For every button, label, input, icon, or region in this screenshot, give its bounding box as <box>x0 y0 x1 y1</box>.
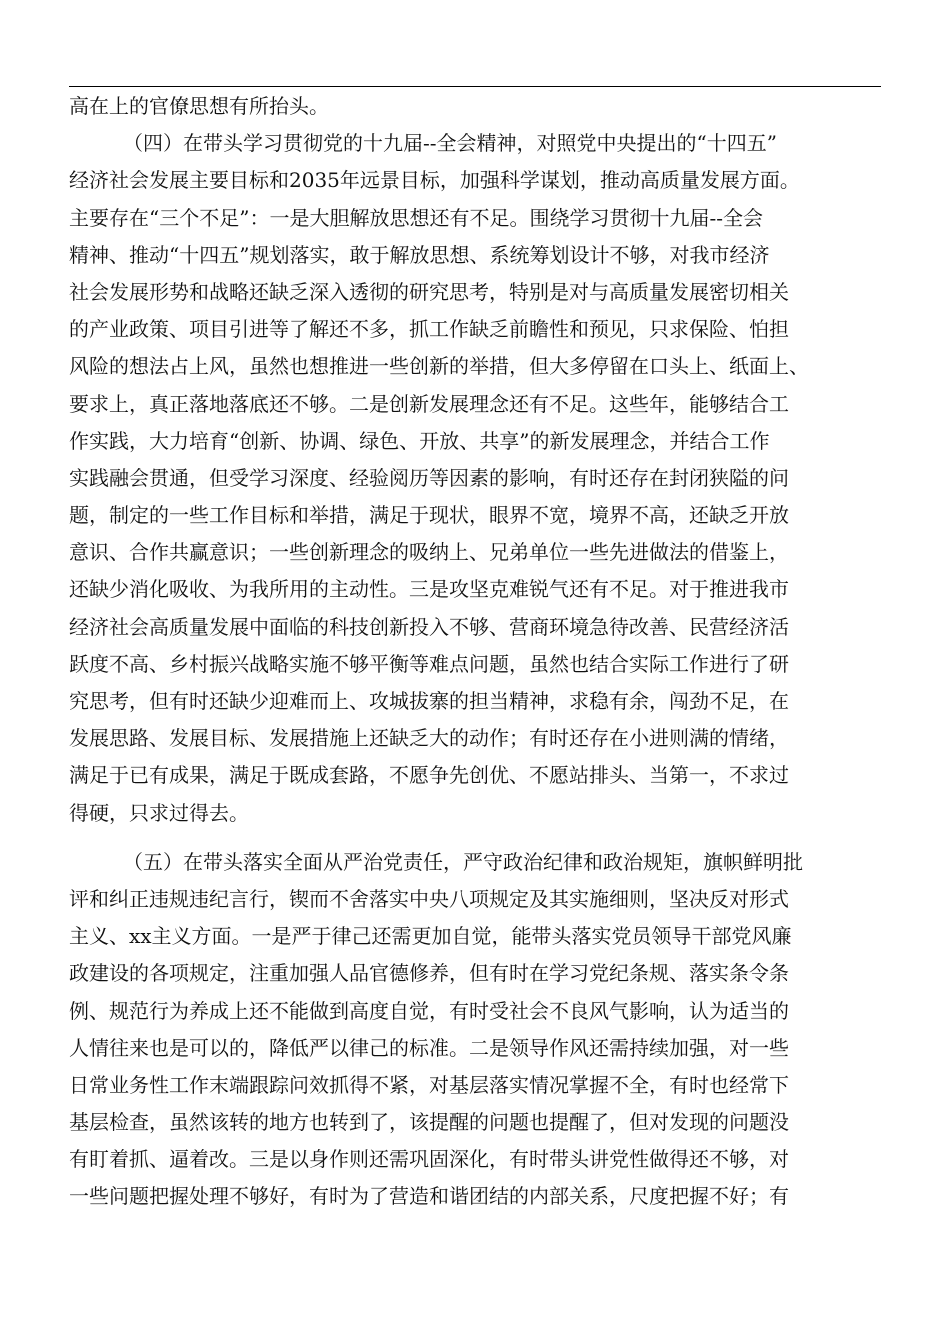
text-line: 作实践，大力培育“创新、协调、绿色、开放、共享”的新发展理念，并结合工作 <box>69 428 770 453</box>
text-line: 高在上的官僚思想有所抬头。 <box>69 94 329 118</box>
text-line: 精神、推动“十四五”规划落实，敢于解放思想、系统筹划设计不够，对我市经济 <box>69 242 770 267</box>
text-line: 还缺少消化吸收、为我所用的主动性。三是攻坚克难锐气还有不足。对于推进我市 <box>69 577 789 602</box>
text-line: 满足于已有成果，满足于既成套路，不愿争先创优、不愿站排头、当第一，不求过 <box>69 763 789 788</box>
text-line: 一些问题把握处理不够好，有时为了营造和谐团结的内部关系，尺度把握不好；有 <box>69 1184 789 1209</box>
text-line: 经济社会发展主要目标和2035年远景目标，加强科学谋划，推动高质量发展方面。 <box>69 168 800 193</box>
text-line: 意识、合作共赢意识；一些创新理念的吸纳上、兄弟单位一些先进做法的借鉴上， <box>69 540 789 565</box>
text-line: 日常业务性工作末端跟踪问效抓得不紧，对基层落实情况掌握不全，有时也经常下 <box>69 1072 789 1097</box>
paragraph-five-start: （五）在带头落实全面从严治党责任，严守政治纪律和政治规矩，旗帜鲜明批 <box>123 849 803 874</box>
paragraph-four-start: （四）在带头学习贯彻党的十九届--全会精神，对照党中央提出的“十四五” <box>123 131 777 156</box>
text-line: 要求上，真正落地落底还不够。二是创新发展理念还有不足。这些年，能够结合工 <box>69 391 789 416</box>
text-line: 的产业政策、项目引进等了解还不多，抓工作缺乏前瞻性和预见，只求保险、怕担 <box>69 317 789 342</box>
text-line: 实践融会贯通，但受学习深度、经验阅历等因素的影响，有时还存在封闭狭隘的问 <box>69 465 789 490</box>
text-line: 评和纠正违规违纪言行，锲而不舍落实中央八项规定及其实施细则，坚决反对形式 <box>69 886 789 911</box>
text-line: 究思考，但有时还缺少迎难而上、攻城拔寨的担当精神，求稳有余，闯劲不足，在 <box>69 689 789 713</box>
header-rule <box>69 86 881 87</box>
text-line: 有盯着抓、逼着改。三是以身作则还需巩固深化，有时带头讲党性做得还不够，对 <box>69 1147 789 1172</box>
text-line: 人情往来也是可以的，降低严以律己的标准。二是领导作风还需持续加强，对一些 <box>69 1035 789 1060</box>
text-line: 政建设的各项规定，注重加强人品官德修养，但有时在学习党纪条规、落实条令条 <box>69 961 789 986</box>
text-line: 主义、xx主义方面。一是严于律己还需更加自觉，能带头落实党员领导干部党风廉 <box>69 924 792 949</box>
text-line: 经济社会高质量发展中面临的科技创新投入不够、营商环境急待改善、民营经济活 <box>69 614 789 639</box>
text-line: 基层检查，虽然该转的地方也转到了，该提醒的问题也提醒了，但对发现的问题没 <box>69 1110 789 1135</box>
text-line: 发展思路、发展目标、发展措施上还缺乏大的动作；有时还存在小进则满的情绪， <box>69 726 789 751</box>
document-body <box>69 88 886 1216</box>
text-line: 社会发展形势和战略还缺乏深入透彻的研究思考，特别是对与高质量发展密切相关 <box>69 279 789 304</box>
text-line: 主要存在“三个不足”：一是大胆解放思想还有不足。围绕学习贯彻十九届--全会 <box>69 205 763 230</box>
text-line: 得硬，只求过得去。 <box>69 800 249 825</box>
text-line: 题，制定的一些工作目标和举措，满足于现状，眼界不宽，境界不高，还缺乏开放 <box>69 503 789 528</box>
text-line: 例、规范行为养成上还不能做到高度自觉，有时受社会不良风气影响，认为适当的 <box>69 998 789 1023</box>
text-line: 风险的想法占上风，虽然也想推进一些创新的举措，但大多停留在口头上、纸面上、 <box>69 354 809 379</box>
text-line: 跃度不高、乡村振兴战略实施不够平衡等难点问题，虽然也结合实际工作进行了研 <box>69 651 789 676</box>
